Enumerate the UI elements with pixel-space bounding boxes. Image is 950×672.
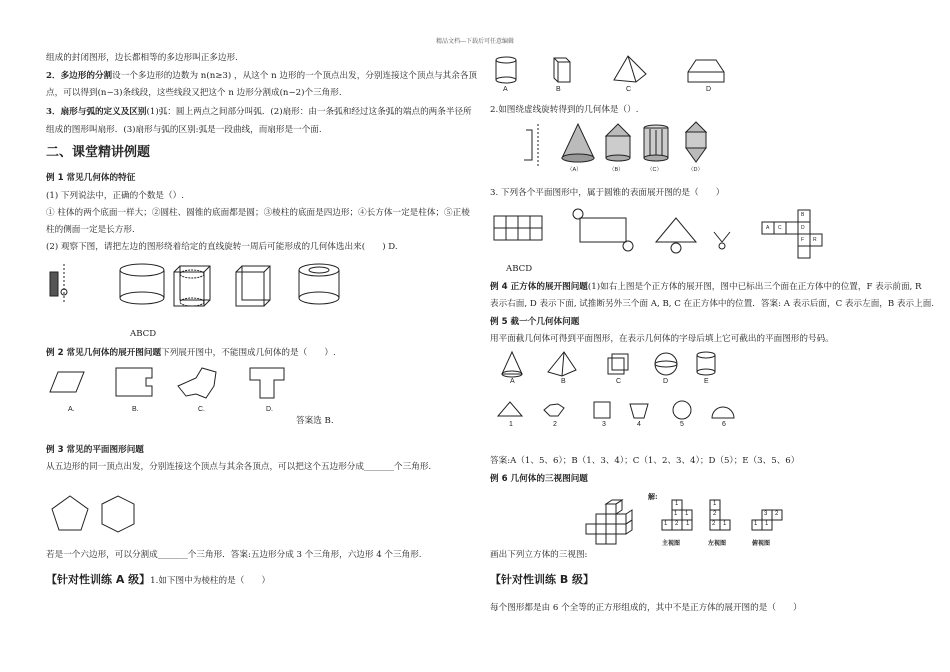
solid-cylinder bbox=[120, 264, 164, 304]
unfolding-nets bbox=[46, 364, 306, 404]
option-prism bbox=[554, 58, 570, 82]
statements-line: 柱的侧面一定是长方形. bbox=[46, 225, 135, 235]
net-d bbox=[250, 368, 284, 398]
solid-label: C bbox=[616, 378, 622, 385]
option-label: C bbox=[626, 86, 632, 93]
question-line: 画出下列立方体的三视图: bbox=[490, 550, 588, 560]
answer-text: 答案选 B. bbox=[296, 416, 334, 426]
option-frustum bbox=[688, 60, 724, 82]
example-line: 用平面截几何体可得到平面图形，在表示几何体的字母后填上它可截出的平面图形的号码。 bbox=[490, 334, 834, 344]
revolution-profile bbox=[524, 124, 538, 168]
net-letter: C bbox=[778, 225, 782, 231]
solid-label: B bbox=[561, 378, 566, 385]
example-line bbox=[490, 281, 922, 293]
example-line: 表示右面, D 表示下面, 试推断另外三个面 A, B, C 在正方体中的位置．答案: A 表示后面，C 表示左面，B 表示上面. bbox=[490, 299, 935, 309]
shape-square bbox=[594, 402, 610, 418]
statements-line: ① 柱体的两个底面一样大；②圆柱、圆锥的底面都是圆；③棱柱的底面是四边形；④长方体一定是柱体；⑤正棱 bbox=[46, 208, 470, 218]
cube-net bbox=[762, 208, 832, 260]
shape-trapezoid bbox=[630, 404, 648, 418]
shape-hexagon bbox=[544, 404, 564, 416]
question-line: (1) 下列说法中，正确的个数是（）. bbox=[46, 191, 184, 201]
net-letter: B bbox=[801, 212, 805, 218]
example-title: 例 1 常见几何体的特征 bbox=[46, 173, 136, 183]
net-label: A. bbox=[68, 406, 75, 413]
solid-cone bbox=[502, 352, 522, 377]
solid-pyramid bbox=[548, 352, 576, 376]
shape-label: 6 bbox=[722, 421, 726, 428]
training-a-question: 1.如下图中为棱柱的是（ ） bbox=[150, 576, 271, 586]
example-line bbox=[46, 347, 336, 359]
option-label: D bbox=[706, 86, 712, 93]
solid-tube bbox=[299, 264, 339, 304]
question-line: 从五边形的同一顶点出发，分别连接这个顶点与其余各顶点，可以把这个五边形分成_______个三角形. bbox=[46, 462, 432, 472]
view-cell-text: 1 2 1 bbox=[664, 521, 693, 527]
option-triangle-circle-net bbox=[656, 218, 696, 253]
question-line: (2) 观察下图，请把左边的图形绕着给定的直线旋转一周后可能形成的几何体选出来( ) D. bbox=[46, 242, 398, 252]
question-line: 每个图形都是由 6 个全等的正方形组成的，其中不是正方体的展开图的是（ ） bbox=[490, 603, 802, 613]
figure-labels: ABCD bbox=[506, 264, 533, 274]
example-title: 例 3 常见的平面图形问题 bbox=[46, 445, 144, 455]
view-caption: 俯视图 bbox=[752, 541, 771, 547]
prism-options bbox=[490, 54, 750, 90]
option-label: B bbox=[556, 86, 561, 93]
view-cell-text: 2 bbox=[713, 511, 717, 517]
option-cone bbox=[562, 124, 594, 162]
pentagon bbox=[52, 496, 88, 530]
question-line: 3. 下列各个平面图形中，属于圆锥的表面展开图的是（ ） bbox=[490, 188, 725, 198]
option-label: （D） bbox=[688, 167, 703, 173]
training-b-title: 【针对性训练 B 级】 bbox=[490, 573, 595, 586]
net-b bbox=[116, 368, 152, 396]
view-cell-text: 1 bbox=[675, 501, 679, 507]
shape-label: 5 bbox=[680, 421, 684, 428]
rotation-figures bbox=[44, 258, 344, 318]
example-text: (1)如右上图是个正方体的展开图，图中已标出三个面在正方体中的位置，F 表示前面, R bbox=[587, 282, 922, 292]
solid-label: A bbox=[510, 378, 515, 385]
view-cell-text: 1 1 bbox=[674, 511, 692, 517]
view-cell-text: 1 1 bbox=[754, 521, 772, 527]
shape-label: 2 bbox=[553, 421, 557, 428]
shape-label: 3 bbox=[602, 421, 606, 428]
net-c bbox=[178, 368, 216, 398]
solid-box-with-cylinder bbox=[174, 266, 210, 306]
training-a-title: 【针对性训练 A 级】 bbox=[46, 573, 151, 586]
term-sector-arc: 3．扇形与弧的定义及区别 bbox=[46, 107, 147, 117]
option-label: A bbox=[503, 86, 508, 93]
shape-semicircle bbox=[712, 407, 734, 418]
solid-cylinder bbox=[697, 352, 715, 375]
solid-box bbox=[236, 266, 270, 306]
solids-row bbox=[490, 350, 730, 380]
net-letter: D bbox=[801, 225, 805, 231]
option-label: （B） bbox=[609, 167, 624, 173]
paragraph-line: 组成的封闭图形，边长都相等的多边形叫正多边形. bbox=[46, 53, 238, 63]
option-box-net bbox=[494, 216, 542, 240]
solid-cube bbox=[608, 354, 628, 374]
example-title: 例 6 几何体的三视图问题 bbox=[490, 474, 588, 484]
training-line bbox=[46, 574, 270, 587]
example-title: 例 4 正方体的展开图问题 bbox=[490, 282, 588, 292]
example-text: 下列展开图中，不能围成几何体的是（ ）. bbox=[161, 348, 336, 358]
cube-stack bbox=[586, 500, 646, 550]
rotation-shape bbox=[50, 264, 67, 304]
term-text: 设一个多边形的边数为 n(n≥3) ，从这个 n 边形的一个顶点出发，分别连接这个顶点与其余各顶 bbox=[112, 71, 478, 81]
example-title: 例 5 截一个几何体问题 bbox=[490, 317, 580, 327]
hexagon bbox=[102, 496, 134, 532]
view-cell-text: 1 bbox=[713, 501, 717, 507]
option-sector-circle-net bbox=[714, 232, 730, 249]
section-heading: 二、课堂精讲例题 bbox=[46, 145, 151, 160]
question-line: 若是一个六边形，可以分割成_______个三角形．答案:五边形分成 3 个三角形，六边形 4 个三角形. bbox=[46, 550, 422, 560]
net-label: C. bbox=[198, 406, 205, 413]
shape-label: 1 bbox=[509, 421, 513, 428]
polygon-figures bbox=[46, 492, 146, 540]
question-line: 2.如图绕虚线旋转得到的几何体是（）. bbox=[490, 105, 639, 115]
solid-label: D bbox=[663, 378, 669, 385]
paragraph-line: 点，可以得到(n−3)条线段，这些线段又把这个 n 边形分割成(n−2)个三角形. bbox=[46, 88, 342, 98]
paragraph-line bbox=[46, 70, 477, 82]
option-double-cone bbox=[686, 122, 706, 162]
solid-sphere bbox=[655, 353, 677, 375]
term-text: (1)弧：圆上两点之间部分叫弧．(2)扇形：由一条弧和经过这条弧的端点的两条半径所 bbox=[146, 107, 472, 117]
net-label: D. bbox=[266, 406, 273, 413]
option-cylinder bbox=[496, 57, 516, 83]
net-a bbox=[50, 372, 84, 392]
option-cylinder-net bbox=[573, 209, 633, 251]
view-cell-text: 3 2 bbox=[764, 511, 782, 517]
paragraph-line bbox=[46, 106, 472, 118]
answer-text: 答案:A（1、5、6）；B（1、3、4）；C（1、2、3、4）；D（5）；E（3、5、6） bbox=[490, 456, 800, 466]
view-caption: 左视图 bbox=[708, 541, 727, 547]
shape-circle bbox=[673, 401, 691, 419]
example-title: 例 2 常见几何体的展开图问题 bbox=[46, 348, 162, 358]
paragraph-line: 组成的图形叫扇形．(3)扇形与弧的区别:弧是一段曲线，而扇形是一个面. bbox=[46, 125, 322, 135]
term-polygon-division: 2．多边形的分割 bbox=[46, 71, 113, 81]
cone-net-options bbox=[490, 208, 730, 256]
view-caption: 主视图 bbox=[662, 541, 681, 547]
option-label: （A） bbox=[567, 167, 582, 173]
shape-label: 4 bbox=[637, 421, 641, 428]
view-cell-text: 2 1 bbox=[712, 521, 730, 527]
option-label: （C） bbox=[647, 167, 662, 173]
shape-triangle bbox=[498, 402, 522, 416]
net-letter: R bbox=[813, 237, 817, 243]
solid-label: E bbox=[704, 378, 709, 385]
option-fluted-cylinder bbox=[644, 125, 668, 161]
solution-label: 解: bbox=[648, 492, 658, 501]
page-header: 精品文档---下载后可任意编辑 bbox=[435, 38, 515, 45]
net-letter: F bbox=[801, 237, 805, 243]
net-letter: A bbox=[766, 225, 770, 231]
option-pyramid bbox=[614, 56, 646, 82]
figure-labels: ABCD bbox=[130, 329, 157, 339]
net-label: B. bbox=[132, 406, 139, 413]
section-shapes-row bbox=[492, 400, 752, 422]
option-cone-cylinder bbox=[606, 124, 630, 161]
